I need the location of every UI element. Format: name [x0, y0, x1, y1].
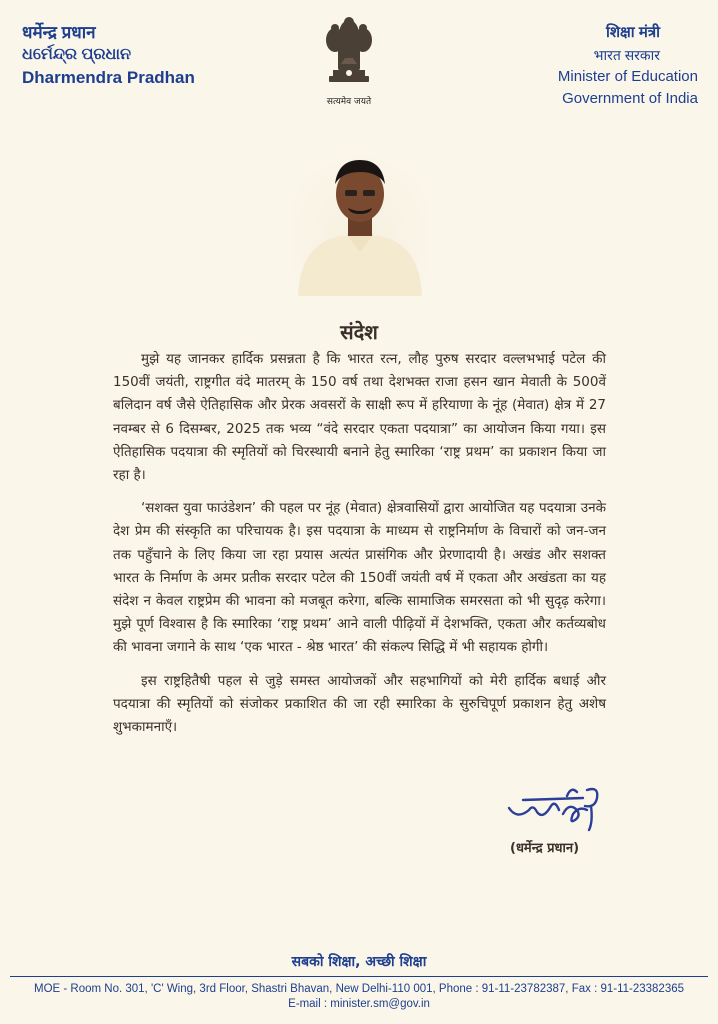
- handwritten-signature: [503, 776, 613, 836]
- name-hindi: धर्मेन्द्र प्रधान: [22, 23, 96, 42]
- paragraph: इस राष्ट्रहितैषी पहल से जुड़े समस्त आयोजकों और सहभागियों को मेरी हार्दिक बधाई और पदयात्रा की स्मृतियों को संजोकर प्रकाशित की जा रही स्मारिका के सुरुचिपूर्ण प्रकाशन हेतु अशेष शुभकामनाएँ।: [113, 672, 606, 736]
- office-address: MOE - Room No. 301, 'C' Wing, 3rd Floor, Shastri Bhavan, New Delhi-110 001, Phone : 91-11-23782387, Fax : 91-11-23382365: [33, 983, 685, 995]
- govt-english: Government of India: [562, 90, 698, 107]
- footer-contact: [0, 982, 718, 1012]
- letter-body: [113, 348, 606, 749]
- govt-hindi: भारत सरकार: [593, 47, 660, 63]
- name-odia: ଧର୍ମେନ୍ଦ୍ର ପ୍ରଧାନ: [22, 46, 132, 63]
- letter-heading: संदेश: [340, 320, 378, 344]
- signatory-name: (धर्मेन्द्र प्रधान): [510, 841, 580, 856]
- state-emblem: [319, 14, 379, 107]
- minister-name-block: [22, 22, 195, 90]
- ministry-title-block: [558, 22, 698, 110]
- paragraph: मुझे यह जानकर हार्दिक प्रसन्नता है कि भारत रत्न, लौह पुरुष सरदार वल्लभभाई पटेल की 150वीं जयंती, राष्ट्रगीत वंदे मातरम् के 150 वर्ष तथा देशभक्त राजा हसन खान मेवाती के 500वें बलिदान वर्ष जैसे ऐतिहासिक और प्रेरक अवसरों के साक्षी रूप में हरियाणा के नूंह (मेवात) क्षेत्र में 27 नवम्बर से 6 दिसम्बर, 2025 तक भव्य “वंदे सरदार एकता पदयात्रा” का आयोजन किया गया। इस ऐतिहासिक पदयात्रा की स्मृतियों को चिरस्थायी बनाने हेतु स्मारिका ‘राष्ट्र प्रथम’ का प्रकाशन किया जा रहा है।: [113, 351, 606, 484]
- title-english: Minister of Education: [557, 68, 698, 85]
- emblem-caption: सत्यमेव जयते: [326, 97, 372, 107]
- ministry-motto: सबको शिक्षा, अच्छी शिक्षा: [291, 954, 427, 970]
- name-english: Dharmendra Pradhan: [22, 68, 195, 87]
- title-hindi: शिक्षा मंत्री: [605, 24, 660, 41]
- minister-photo: [290, 148, 430, 296]
- footer-divider: [10, 976, 708, 977]
- email-address[interactable]: E-mail : minister.sm@gov.in: [288, 998, 430, 1010]
- ashoka-emblem-icon: [321, 14, 377, 92]
- paragraph: ‘सशक्त युवा फाउंडेशन’ की पहल पर नूंह (मेवात) क्षेत्रवासियों द्वारा आयोजित यह पदयात्रा उनके देश प्रेम की संस्कृति का परिचायक है। इस पदयात्रा के माध्यम से राष्ट्रनिर्माण के विचारों को जन-जन तक पहुँचाने के लिए किया जा रहा प्रयास अत्यंत प्रासंगिक और प्रेरणादायी है। अखंड और सशक्त भारत के निर्माण के अमर प्रतीक सरदार पटेल की 150वीं जयंती वर्ष में एकता और अखंडता का यह संदेश न केवल राष्ट्रप्रेम की भावना को मजबूत करेगा, बल्कि सामाजिक समरसता को भी सुदृढ़ करेगा। मुझे पूर्ण विश्वास है कि स्मारिका ‘राष्ट्र प्रथम’ आने वाली पीढ़ियों में देशभक्ति, एकता और कर्तव्यबोध की भावना जगाने के साथ ‘एक भारत - श्रेष्ठ भारत’ की संकल्प सिद्धि में भी सहायक होगी।: [113, 500, 606, 656]
